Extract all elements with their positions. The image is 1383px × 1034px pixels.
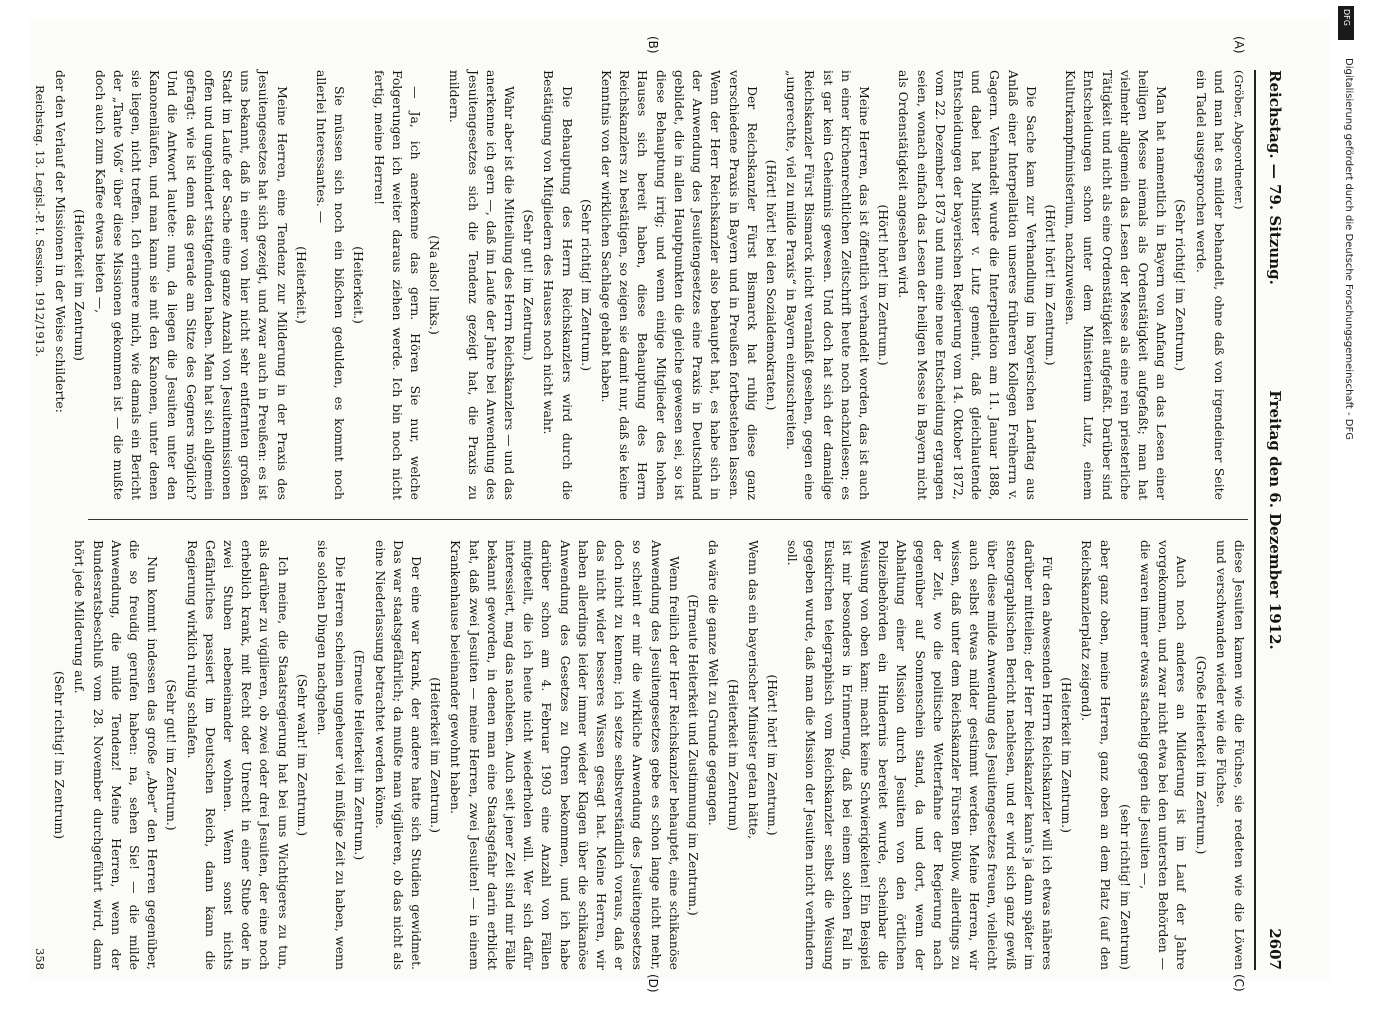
paragraph: Meine Herren, eine Tendenz zur Milderung in der Praxis des Jesuitengesetzes hat sich gezeigt, und zwar auch in Preußen: es ist uns bekannt, daß in einer von hier nicht sehr entfernten großen Stadt im Laufe der Sache eine ganze Anzahl von Jesuitenmissionen offen und ungehindert stattgefunden haben. Man hat sich allgemein gefragt: wie ist denn das gerade am Sitze des Gegners möglich? Und die Antwort lautete: nun, da liegen die Jesuiten unter den Kanonenläufen, und man kann sie mit den Kanonen, unter denen sie liegen, nicht treffen. Ich erinnere mich, wie damals ein Bericht der „Tante Voß“ über diese Missionen gekommen ist — die mußte doch auch zum Kaffee etwas bieten —, bbox=[92, 70, 290, 500]
interjection: (Sehr richtig! im Zentrum) bbox=[52, 670, 68, 840]
paragraph: Für den abwesenden Herrn Reichskanzler will ich etwas näheres darüber mitteilen; der Herr Reichskanzler kann's ja dann später im stenographischen Bericht nachlesen, und er wird sich ganz gewiß über diese milde Anwendung des Jesuitengesetzes freuen, vielleicht auch selbst etwas milder gestimmt werden. Meine Herren, wir wissen, daß unter dem Reichskanzler Fürsten Bülow, allerdings zu der Zeit, wo die politische Wetterfahne der Regierung nach gegenüber auf Sonnenschein stand, da und dort, wenn der Abhaltung einer Mission durch Jesuiten von den örtlichen Polizeibehörden ein Hindernis bereitet wurde, scheinbar die Weisung von oben kam: macht keine Schwierigkeiten! Ein Beispiel ist mir besonders in Erinnerung, daß bei einem solchen Fall in Euskirchen telegraphisch vom Reichskanzler selbst die Weisung gegeben wurde, daß man die Mission der Jesuiten nicht verhindern soll. bbox=[785, 540, 1055, 970]
header-date: Freitag den 6. Dezember 1912. bbox=[1266, 390, 1284, 650]
paragraph: da wäre die ganze Welt zu Grunde gegangen. bbox=[706, 540, 722, 826]
margin-mark-d: (D) bbox=[646, 974, 660, 993]
interjection: (Sehr gut! im Zentrum.) bbox=[164, 679, 180, 831]
interjection: (Sehr richtig! im Zentrum.) bbox=[1173, 198, 1189, 372]
interjection: (Hört! hört! bei den Sozialdemokraten.) bbox=[763, 159, 779, 411]
margin-mark-b: (B) bbox=[646, 36, 660, 54]
interjection: (Heiterkeit im Zentrum) bbox=[725, 679, 741, 831]
interjection: (Große Heiterkeit im Zentrum.) bbox=[1193, 655, 1209, 855]
paragraph: aber ganz oben, meine Herren, ganz oben an dem Platz (auf den Reichskanzlerplatz zeigend). bbox=[1079, 540, 1113, 970]
interjection: (Sehr wahr! im Zentrum.) bbox=[294, 673, 310, 837]
left-column bbox=[29, 70, 1248, 500]
paragraph: (sehr richtig! im Zentrum) bbox=[1117, 803, 1133, 970]
interjection: (Hört! hört! im Zentrum.) bbox=[1042, 204, 1058, 366]
paragraph: Der Reichskanzler Fürst Bismarck hat ruhig diese ganz verschiedene Praxis in Bayern und in Preußen fortbestehen lassen. Wenn der Herr Reichskanzler also behauptet hat, es habe sich in der Anwendung des Jesuitengesetzes eine Praxis in Deutschland gebildet, die in allen Hauptpunkten die gleiche gewesen sei, so ist diese Behauptung irrig; und wenn einige Mitglieder des hohen Hauses sich bereit haben, diese Behauptung des Herrn Reichskanzlers zu bestätigen, so zeigen sie damit nur, daß sie keine Kenntnis von der wirklichen Sachlage gehabt haben. bbox=[599, 70, 760, 500]
column-divider bbox=[88, 519, 1248, 520]
paragraph: Auch noch anderes an Milderung ist im Lauf der Jahre vorgekommen, und zwar nicht etwa bei den untersten Behörden — die waren immer etwas stachelig gegen die Jesuiten —, bbox=[1137, 540, 1190, 970]
paragraph: Wahr aber ist die Mitteilung des Herrn Reichskanzlers — und das anerkenne ich gern —, daß im Laufe der Jahre bei Anwendung des Jesuitengesetzes sich die Tendenz gezeigt hat, die Praxis zu mildern. bbox=[447, 70, 518, 500]
paragraph: Ich meine, die Staatsregierung hat bei uns Wichtigeres zu tun, als darüber zu vigilieren, ob zwei oder drei Jesuiten, der eine noch erheblich krank, mit Recht oder Unrecht in einer Stube oder in zwei Stuben nebeneinander wohnen. Wenn sonst nichts Gefährliches passiert im Deutschen Reich, dann kann die Regierung wirklich ruhig schlafen. bbox=[184, 540, 291, 970]
paragraph: Wenn freilich der Herr Reichskanzler behauptet, eine schikanöse Anwendung des Jesuitengesetzes gebe es schon lange nicht mehr, so scheint er mir die wirkliche Anwendung des Jesuitengesetzes doch nicht zu kennen; ich setze selbstverständlich voraus, daß er das nicht wider besseres Wissen gesagt hat. Meine Herren, wir haben allerdings leider immer wieder Klagen über die schikanöse Anwendung des Gesetzes zu Ohren bekommen, und ich habe darüber schon am 4. Februar 1903 eine Anzahl von Fällen mitgeteilt, die ich heute nicht wiederholen will. Wer sich dafür interessiert, mag das nachlesen. Auch seit jener Zeit sind mir Fälle bekannt geworden, in denen man eine Staatsgefahr darin erblickt hat, daß zwei Jesuiten — meine Herren, zwei Jesuiten! — in einem Krankenhause beieinander gewohnt haben. bbox=[448, 540, 682, 970]
interjection: (Heiterkeit im Zentrum.) bbox=[1059, 677, 1075, 833]
page-number: 2607 bbox=[1266, 928, 1284, 970]
paragraph: Die Behauptung des Herrn Reichskanzlers wird durch die Bestätigung von Mitgliedern des Hauses noch nicht wahr. bbox=[541, 70, 575, 500]
page-header bbox=[1256, 70, 1290, 970]
paragraph: Wenn das ein bayerischer Minister getan hätte, bbox=[745, 540, 761, 840]
paragraph: der den Verlauf der Missionen in der Weise schilderte: bbox=[53, 70, 69, 413]
sheet-number: 358 bbox=[33, 948, 47, 970]
interjection: (Hört! hört! im Zentrum.) bbox=[764, 674, 780, 836]
paragraph: Nun kommt indessen das große „Aber“ den Herren gegenüber, die so freudig gerufen haben: na, sehen Sie! — die milde Anwendung, die milde Tendenz! Meine Herren, wenn der Bundesratsbeschluß vom 28. November durchgeführt wird, dann hört jede Milderung auf. bbox=[72, 540, 161, 970]
paragraph: (Gröber, Abgeordneter.) bbox=[1232, 70, 1246, 210]
interjection: (Erneute Heiterkeit im Zentrum.) bbox=[352, 649, 368, 861]
interjection: (Heiterkeit.) bbox=[351, 246, 367, 324]
digitization-note: Digitalisierung gefördert durch die Deutsche Forschungsgemeinschaft - DFG bbox=[1343, 58, 1354, 441]
margin-mark-c: (C) bbox=[1232, 974, 1246, 992]
margin-mark-a: (A) bbox=[1232, 36, 1246, 54]
interjection: (Sehr gut! im Zentrum.) bbox=[521, 209, 537, 361]
interjection: (Sehr richtig! im Zentrum.) bbox=[578, 198, 594, 372]
header-rule bbox=[1254, 70, 1256, 970]
rotated-page-content bbox=[33, 36, 1290, 993]
dfg-logo: DFG bbox=[1338, 6, 1354, 40]
interjection: (Hört! hört! im Zentrum.) bbox=[876, 204, 892, 366]
right-column bbox=[29, 540, 1248, 970]
session-footer: Reichstag. 13. Legisl.-P. I. Session. 1912/1913. bbox=[33, 84, 47, 357]
paragraph: diese Jesuiten kamen wie die Füchse, sie redeten wie die Löwen und verschwanden wieder wie die Füchse. bbox=[1213, 540, 1247, 970]
paragraph: Der eine war krank, der andere hatte sich Studien gewidmet. Das war staatsgefährlich; da mußte man vigilieren, ob das nicht als eine Niederlassung betrachtet werden könne. bbox=[372, 540, 425, 970]
paragraph: Sie müssen sich noch ein bißchen gedulden, es kommt noch allerlei Interessantes. — bbox=[314, 70, 348, 500]
header-left: Reichstag. — 79. Sitzung. bbox=[1266, 70, 1284, 285]
interjection: (Heiterkeit im Zentrum) bbox=[72, 209, 88, 361]
interjection: (Heiterkeit.) bbox=[293, 246, 309, 324]
interjection: (Erneute Heiterkeit und Zustimmung im Zentrum.) bbox=[686, 594, 702, 916]
interjection: (Na also! links.) bbox=[427, 235, 443, 335]
paragraph: — Ja, ich anerkenne das gern. Hören Sie nur, welche Folgerungen ich weiter daraus ziehen werde. Ich bin noch nicht fertig, meine Herren! bbox=[371, 70, 424, 500]
paragraph: und man hat es milder behandelt, ohne daß von irgendeiner Seite ein Tadel ausgesprochen werde. bbox=[1193, 70, 1227, 500]
paragraph: Meine Herren, das ist öffentlich verhandelt worden, das ist auch in einer kirchenrechtlichen Zeitschrift heute noch nachzulesen; es ist gar kein Geheimnis gewesen. Und doch hat sich der damalige Reichskanzler Fürst Bismarck nicht veranlaßt gesehen, gegen eine „ungerechte, viel zu milde Praxis“ in Bayern einzuschreiten. bbox=[784, 70, 872, 500]
paragraph: Die Herren scheinen ungeheuer viel müßige Zeit zu haben, wenn sie solchen Dingen nachgehen. bbox=[315, 540, 349, 970]
paragraph: Man hat namentlich in Bayern von Anfang an das Lesen einer heiligen Messe niemals als Ordenstätigkeit aufgefaßt; man hat vielmehr allgemein das Lesen der Messe als eine rein priesterliche Tätigkeit und nicht als eine Ordenstätigkeit aufgefaßt. Darüber sind Entscheidungen schon unter dem Ministerium Lutz, einem Kulturkampfministerium, nachzuweisen. bbox=[1063, 70, 1170, 500]
paragraph: Die Sache kam zur Verhandlung im bayerischen Landtag aus Anlaß einer Interpellation unseres früheren Kollegen Freiherrn v. Gagern. Verhandelt wurde die Interpellation am 11. Januar 1888, und dabei hat Minister v. Lutz gemeint, daß gleichlautende Entscheidungen der bayerischen Regierung vom 14. Oktober 1872, vom 22. Dezember 1873 und nun eine neue Entscheidung ergangen seien, wonach einfach das Lesen der heiligen Messe in Bayern nicht als Ordenstätigkeit angesehen wird. bbox=[896, 70, 1039, 500]
interjection: (Heiterkeit im Zentrum.) bbox=[428, 677, 444, 833]
